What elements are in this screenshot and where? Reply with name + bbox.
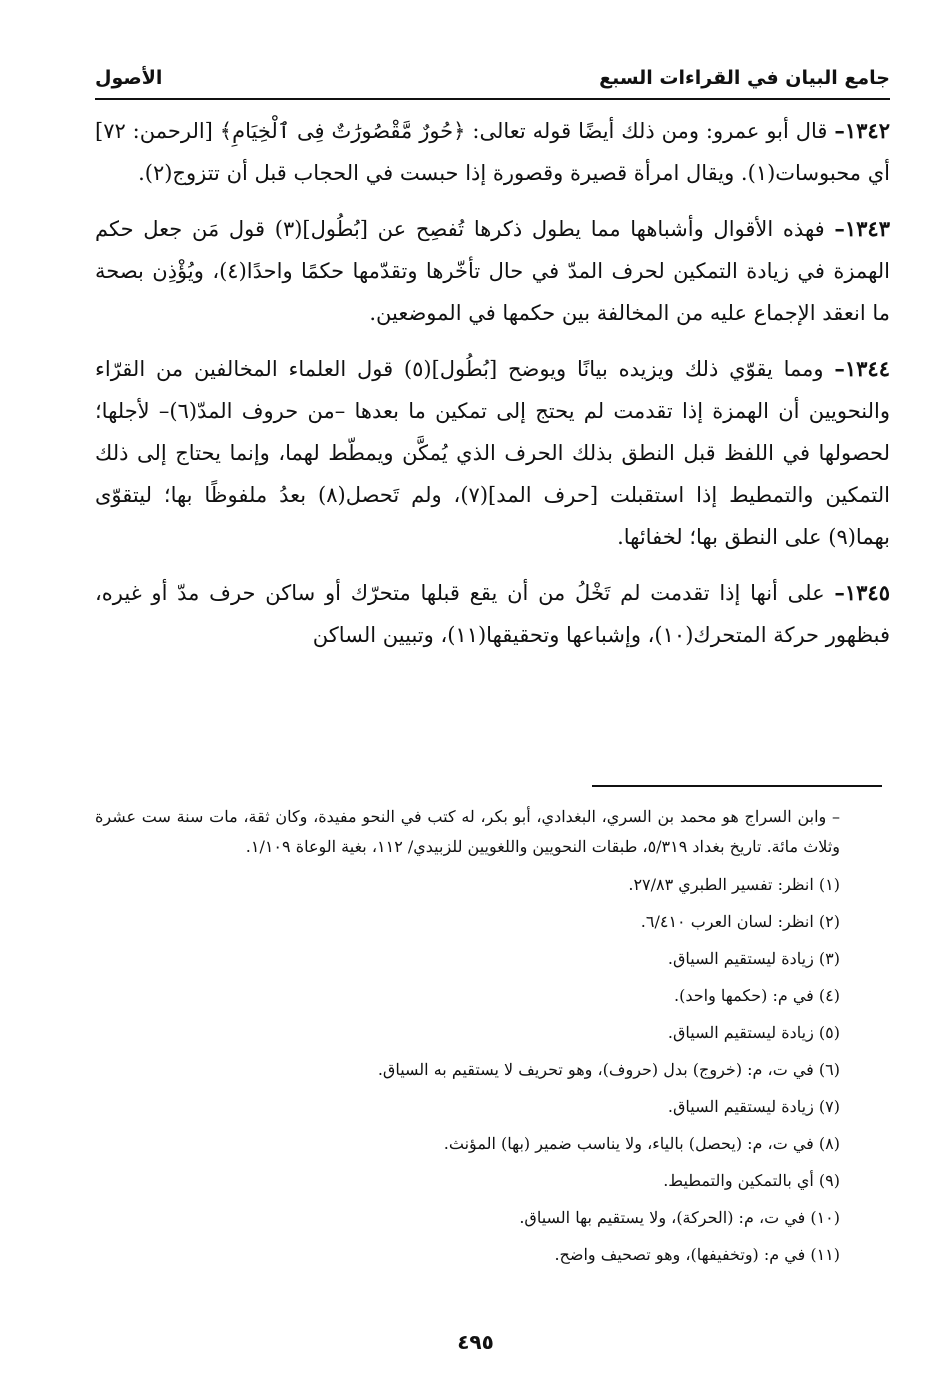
footnote: (٨) في ت، م: (يحصل) بالياء، ولا يناسب ضمير (بها) المؤنث. <box>443 1134 840 1153</box>
running-header <box>95 58 890 100</box>
footnote-separator <box>592 785 882 787</box>
section-title: الأصول <box>95 67 163 89</box>
paragraph <box>95 208 890 334</box>
footnote: (٢) انظر: لسان العرب ٦/٤١٠. <box>640 912 840 931</box>
footnote: (٧) زيادة ليستقيم السياق. <box>667 1097 840 1116</box>
main-text <box>95 110 890 670</box>
footnote-continuation: – وابن السراج هو محمد بن السري، البغدادي، أبو بكر، له كتب في النحو مفيدة، وكان ثقة، مات سنة ست عشرة وثلاث مائة. تاريخ بغداد ٥/٣١٩، طبقات النحويين واللغويين للزبيدي/ ١١٢، بغية الوعاة ١/١٠٩. <box>95 807 840 856</box>
paragraph-text: على أنها إذا تقدمت لم تَخْلُ من أن يقع قبلها متحرّك أو ساكن حرف مدّ أو غيره، فبظهور حركة المتحرك(١٠)، وإشباعها وتحقيقها(١١)، وتبيين الساكن <box>95 581 890 647</box>
footnote: (٣) زيادة ليستقيم السياق. <box>667 949 840 968</box>
paragraph <box>95 348 890 558</box>
paragraph-text: قال أبو عمرو: ومن ذلك أيضًا قوله تعالى: ﴿حُورٌ مَّقْصُورَٰتٌ فِى ٱلْخِيَامِ﴾ [الرحمن: ٧٢] أي محبوسات(١). ويقال امرأة قصيرة وقصورة إذا حبست في الحجاب قبل أن تتزوج(٢). <box>95 119 890 185</box>
paragraph-number: ١٣٤٥– <box>834 580 890 605</box>
page-number: ٤٩٥ <box>457 1330 494 1354</box>
footnote: (١) انظر: تفسير الطبري ٢٧/٨٣. <box>628 875 840 894</box>
footnote: (٩) أي بالتمكين والتمطيط. <box>663 1171 840 1190</box>
paragraph-number: ١٣٤٤– <box>834 356 890 381</box>
footnotes <box>95 802 840 1277</box>
paragraph-number: ١٣٤٣– <box>834 216 890 241</box>
book-title: جامع البيان في القراءات السبع <box>599 67 890 89</box>
paragraph <box>95 572 890 656</box>
paragraph <box>95 110 890 194</box>
footnote: (١١) في م: (وتخفيفها)، وهو تصحيف واضح. <box>554 1245 840 1264</box>
paragraph-text: فهذه الأقوال وأشباهها مما يطول ذكرها تُفصِح عن [بُطُول](٣) قول مَن جعل حكم الهمزة في زيادة التمكين لحرف المدّ في حال تأخّرها وتقدّمها حكمًا واحدًا(٤)، ويُؤْذِن بصحة ما انعقد الإجماع عليه من المخالفة بين حكمها في الموضعين. <box>95 217 890 325</box>
paragraph-number: ١٣٤٢– <box>834 118 890 143</box>
footnote: (٥) زيادة ليستقيم السياق. <box>667 1023 840 1042</box>
footnote: (١٠) في ت، م: (الحركة)، ولا يستقيم بها السياق. <box>519 1208 840 1227</box>
paragraph-text: ومما يقوّي ذلك ويزيده بيانًا ويوضح [بُطُول](٥) قول العلماء المخالفين من القرّاء والنحويين أن الهمزة إذا تقدمت لم يحتج إلى تمكين ما بعدها –من حروف المدّ(٦)– لأجلها؛ لحصولها في اللفظ قبل النطق بذلك الحرف الذي يُمكَّن ويمطّط لهما، وإنما يحتاج إلى ذلك التمكين والتمطيط إذا استقبلت [حرف المد](٧)، ولم تَحصل(٨) بعدُ ملفوظًا بها؛ ليتقوّى بهما(٩) على النطق بها؛ لخفائها. <box>95 357 890 549</box>
footnote: (٦) في ت، م: (خروج) بدل (حروف)، وهو تحريف لا يستقيم به السياق. <box>377 1060 840 1079</box>
footnote: (٤) في م: (حكمها واحد). <box>674 986 840 1005</box>
